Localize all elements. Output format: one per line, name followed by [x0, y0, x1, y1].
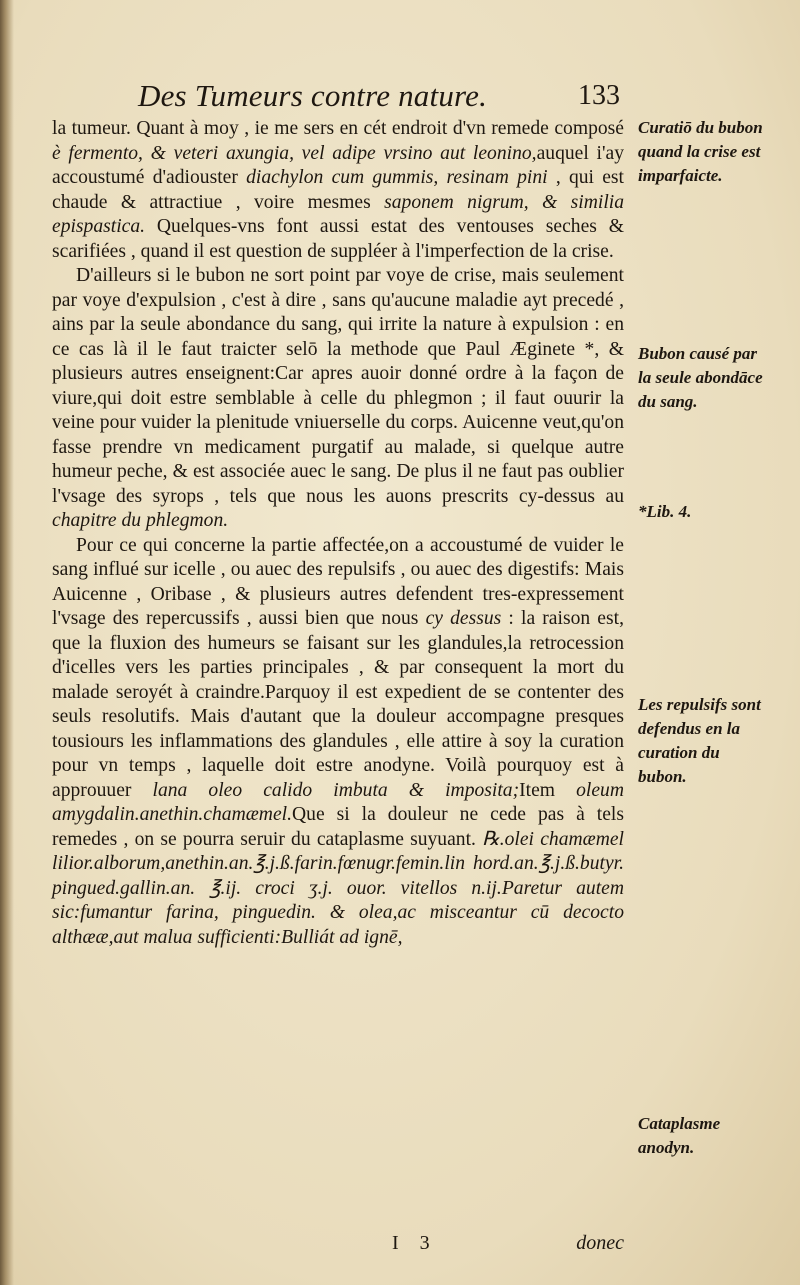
latin-phrase: è fermento, & veteri axungia, vel adipe vrsino aut leonino,	[52, 142, 537, 164]
running-head: Des Tumeurs contre nature.	[138, 78, 488, 113]
text-run: : la raison est, que la fluxion des humeurs se faisant sur les glandules,la retrocession d'icelles vers les parties principales , & par consequent la mort du malade seroyét à craindre.Parquoy il est expedient de se contenter des seuls resolutifs. Mais d'autant que la douleur accompagne presques tousiours les inflammations des glandules , elle attire à soy la curation pour vn temps , laquelle doit estre anodyne. Voilà pourquoy est à approuuer	[52, 608, 624, 801]
body-text	[52, 117, 624, 950]
paragraph-2	[52, 264, 624, 534]
latin-phrase: chapitre du phlegmon.	[52, 510, 229, 531]
text-run: , qui est chaude & attractiue , voire mesmes	[52, 167, 624, 213]
text-run: Que si la douleur ne cede pas à tels remedes , on se pourra seruir du cataplasme suyuant.	[52, 804, 624, 850]
margin-note-repulsifs: Les repulsifs sont defendus en la curation du bubon.	[638, 695, 761, 786]
margin-note-curation: Curatiō du bubon quand la crise est imparfaicte.	[638, 118, 763, 185]
page-number: 133	[578, 80, 620, 111]
catchword: donec	[576, 1232, 624, 1254]
text-run: D'ailleurs si le bubon ne sort point par voye de crise, mais seulement par voye d'expulsion , c'est à dire , sans qu'aucune maladie ayt precedé , ains par la seule abondance du sang, qui irrite la nature à expulsion : en ce cas là il le faut traicter selō la methode que Paul Æginete *, & plusieurs autres enseignent:Car apres auoir donné ordre à la façon de viure,qui doit estre semblable à celle du phlegmon ; il faut ouurir la veine pour vuider la plenitude vniuerselle du corps. Auicenne veut,qu'on fasse prendre vn medicament purgatif au malade, si quelque autre humeur peche, & est associée auec le sang. De plus il ne faut pas oublier l'vsage des syrops , tels que nous les auons prescrits cy-dessus au	[52, 265, 624, 507]
paragraph-1	[52, 117, 624, 264]
text-run: Quelques-vns font aussi estat des ventouses seches & scarifiées , quand il est question de suppléer à l'imperfection de la crise.	[52, 216, 624, 262]
margin-note-reference: *Lib. 4.	[638, 502, 692, 521]
margin-note-bubon-sang: Bubon causé par la seule abondāce du sang.	[638, 344, 763, 411]
latin-phrase: diachylon cum gummis, resinam pini	[246, 167, 548, 188]
book-gutter	[0, 0, 14, 1285]
latin-phrase: saponem nigrum, & similia epispastica.	[52, 191, 624, 237]
latin-phrase: ℞.olei chamæmel lilior.alborum,anethin.an.℥.j.ß.farin.fœnugr.femin.lin hord.an.℥.j.ß.butyr. pingued.gallin.an. ℥.ij. croci ʒ.j. ouor. vitellos n.ij.Paretur autem sic:fumantur farina, pinguedin. & olea,ac misceantur cū decocto althææ,aut malua sufficienti:Bulliát ad ignē,	[52, 828, 625, 948]
signature-mark: I 3	[392, 1232, 438, 1254]
paragraph-3	[52, 534, 624, 951]
latin-phrase: oleum amygdalin.anethin.chamæmel.	[52, 779, 624, 825]
latin-phrase: cy dessus	[425, 608, 502, 629]
text-run: auquel i'ay accoustumé d'adiouster	[52, 142, 625, 188]
margin-note-cataplasme: Cataplasme anodyn.	[638, 1114, 721, 1157]
text-run: la tumeur. Quant à moy , ie me sers en cét endroit d'vn remede composé	[52, 118, 624, 139]
latin-phrase: lana oleo calido imbuta & imposita;	[152, 779, 520, 801]
page-footer	[52, 1232, 624, 1262]
text-run: Pour ce qui concerne la partie affectée,on a accoustumé de vuider le sang influé sur icelle , ou auec des repulsifs , ou auec des digestifs: Mais Auicenne , Oribase , & plusieurs autres defendent tres-expressement l'vsage des repercussifs , aussi bien que nous	[52, 534, 624, 629]
page-header	[138, 78, 638, 118]
text-run: Item	[519, 779, 577, 801]
